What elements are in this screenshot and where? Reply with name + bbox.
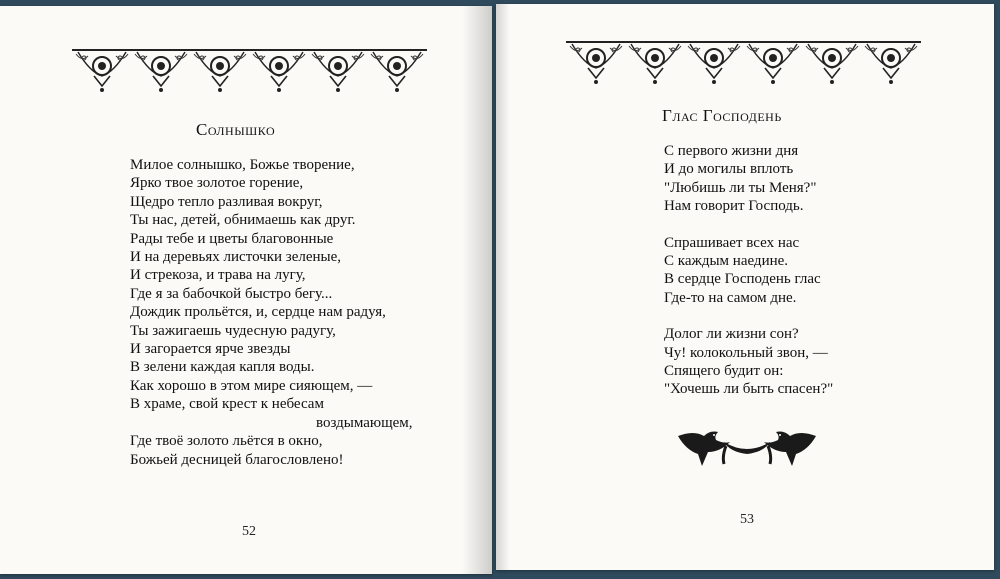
poem-line: В храме, свой крест к небесам	[130, 396, 324, 413]
poem-line: Чу! колокольный звон, —	[664, 344, 828, 361]
poem-line: Спрашивает всех нас	[664, 234, 800, 251]
poem-line: Где твоё золото льётся в окно,	[130, 433, 323, 450]
poem-line: Дождик прольётся, и, сердце нам радуя,	[130, 304, 386, 321]
stanza	[664, 234, 833, 308]
poem-line: Рады тебе и цветы благовонные	[130, 230, 334, 247]
page-number-left: 52	[242, 524, 256, 539]
poem-line: Спящего будит он:	[664, 363, 784, 380]
poem-title-left: Солнышко	[196, 120, 276, 139]
poem-body-left	[130, 156, 413, 469]
poem-line: Как хорошо в этом мире сияющем, —	[130, 377, 373, 394]
lace-ornament-icon	[72, 46, 428, 98]
doves-icon	[674, 422, 820, 477]
poem-line: Божьей десницей благословлено!	[130, 451, 344, 468]
poem-line: В сердце Господень глас	[664, 271, 821, 288]
poem-line: Ты зажигаешь чудесную радугу,	[130, 322, 336, 339]
poem-line: "Хочешь ли быть спасен?"	[664, 381, 834, 398]
right-page	[496, 4, 994, 570]
poem-body-right	[664, 142, 833, 417]
poem-line: "Любишь ли ты Меня?"	[664, 179, 817, 196]
poem-line: С каждым наедине.	[664, 253, 789, 270]
poem-line: Нам говорит Господь.	[664, 198, 804, 215]
poem-line: И до могилы вплоть	[664, 161, 794, 178]
poem-line: Милое солнышко, Божье творение,	[130, 157, 355, 173]
poem-line: Долог ли жизни сон?	[664, 326, 799, 343]
stanza	[664, 325, 833, 399]
left-page	[0, 6, 492, 574]
poem-line: Ты нас, детей, обнимаешь как друг.	[130, 212, 356, 229]
poem-line: И на деревьях листочки зеленые,	[130, 249, 342, 266]
poem-line: С первого жизни дня	[664, 143, 799, 159]
poem-title-right: Глас Господень	[662, 106, 782, 125]
poem-line: Щедро тепло разливая вокруг,	[130, 193, 323, 210]
poem-line: И стрекоза, и трава на лугу,	[130, 267, 306, 284]
poem-line: Где я за бабочкой быстро бегу...	[130, 285, 333, 302]
poem-line: Где-то на самом дне.	[664, 289, 797, 306]
poem-line: воздымающем,	[316, 414, 413, 431]
lace-ornament-icon	[566, 38, 922, 90]
stanza	[664, 142, 833, 216]
poem-line: И загорается ярче звезды	[130, 341, 291, 358]
poem-line: В зелени каждая капля воды.	[130, 359, 315, 376]
poem-line: Ярко твое золотое горение,	[130, 175, 304, 192]
gutter-shadow	[496, 4, 510, 570]
page-number-right: 53	[740, 512, 754, 527]
gutter-shadow	[462, 6, 492, 574]
